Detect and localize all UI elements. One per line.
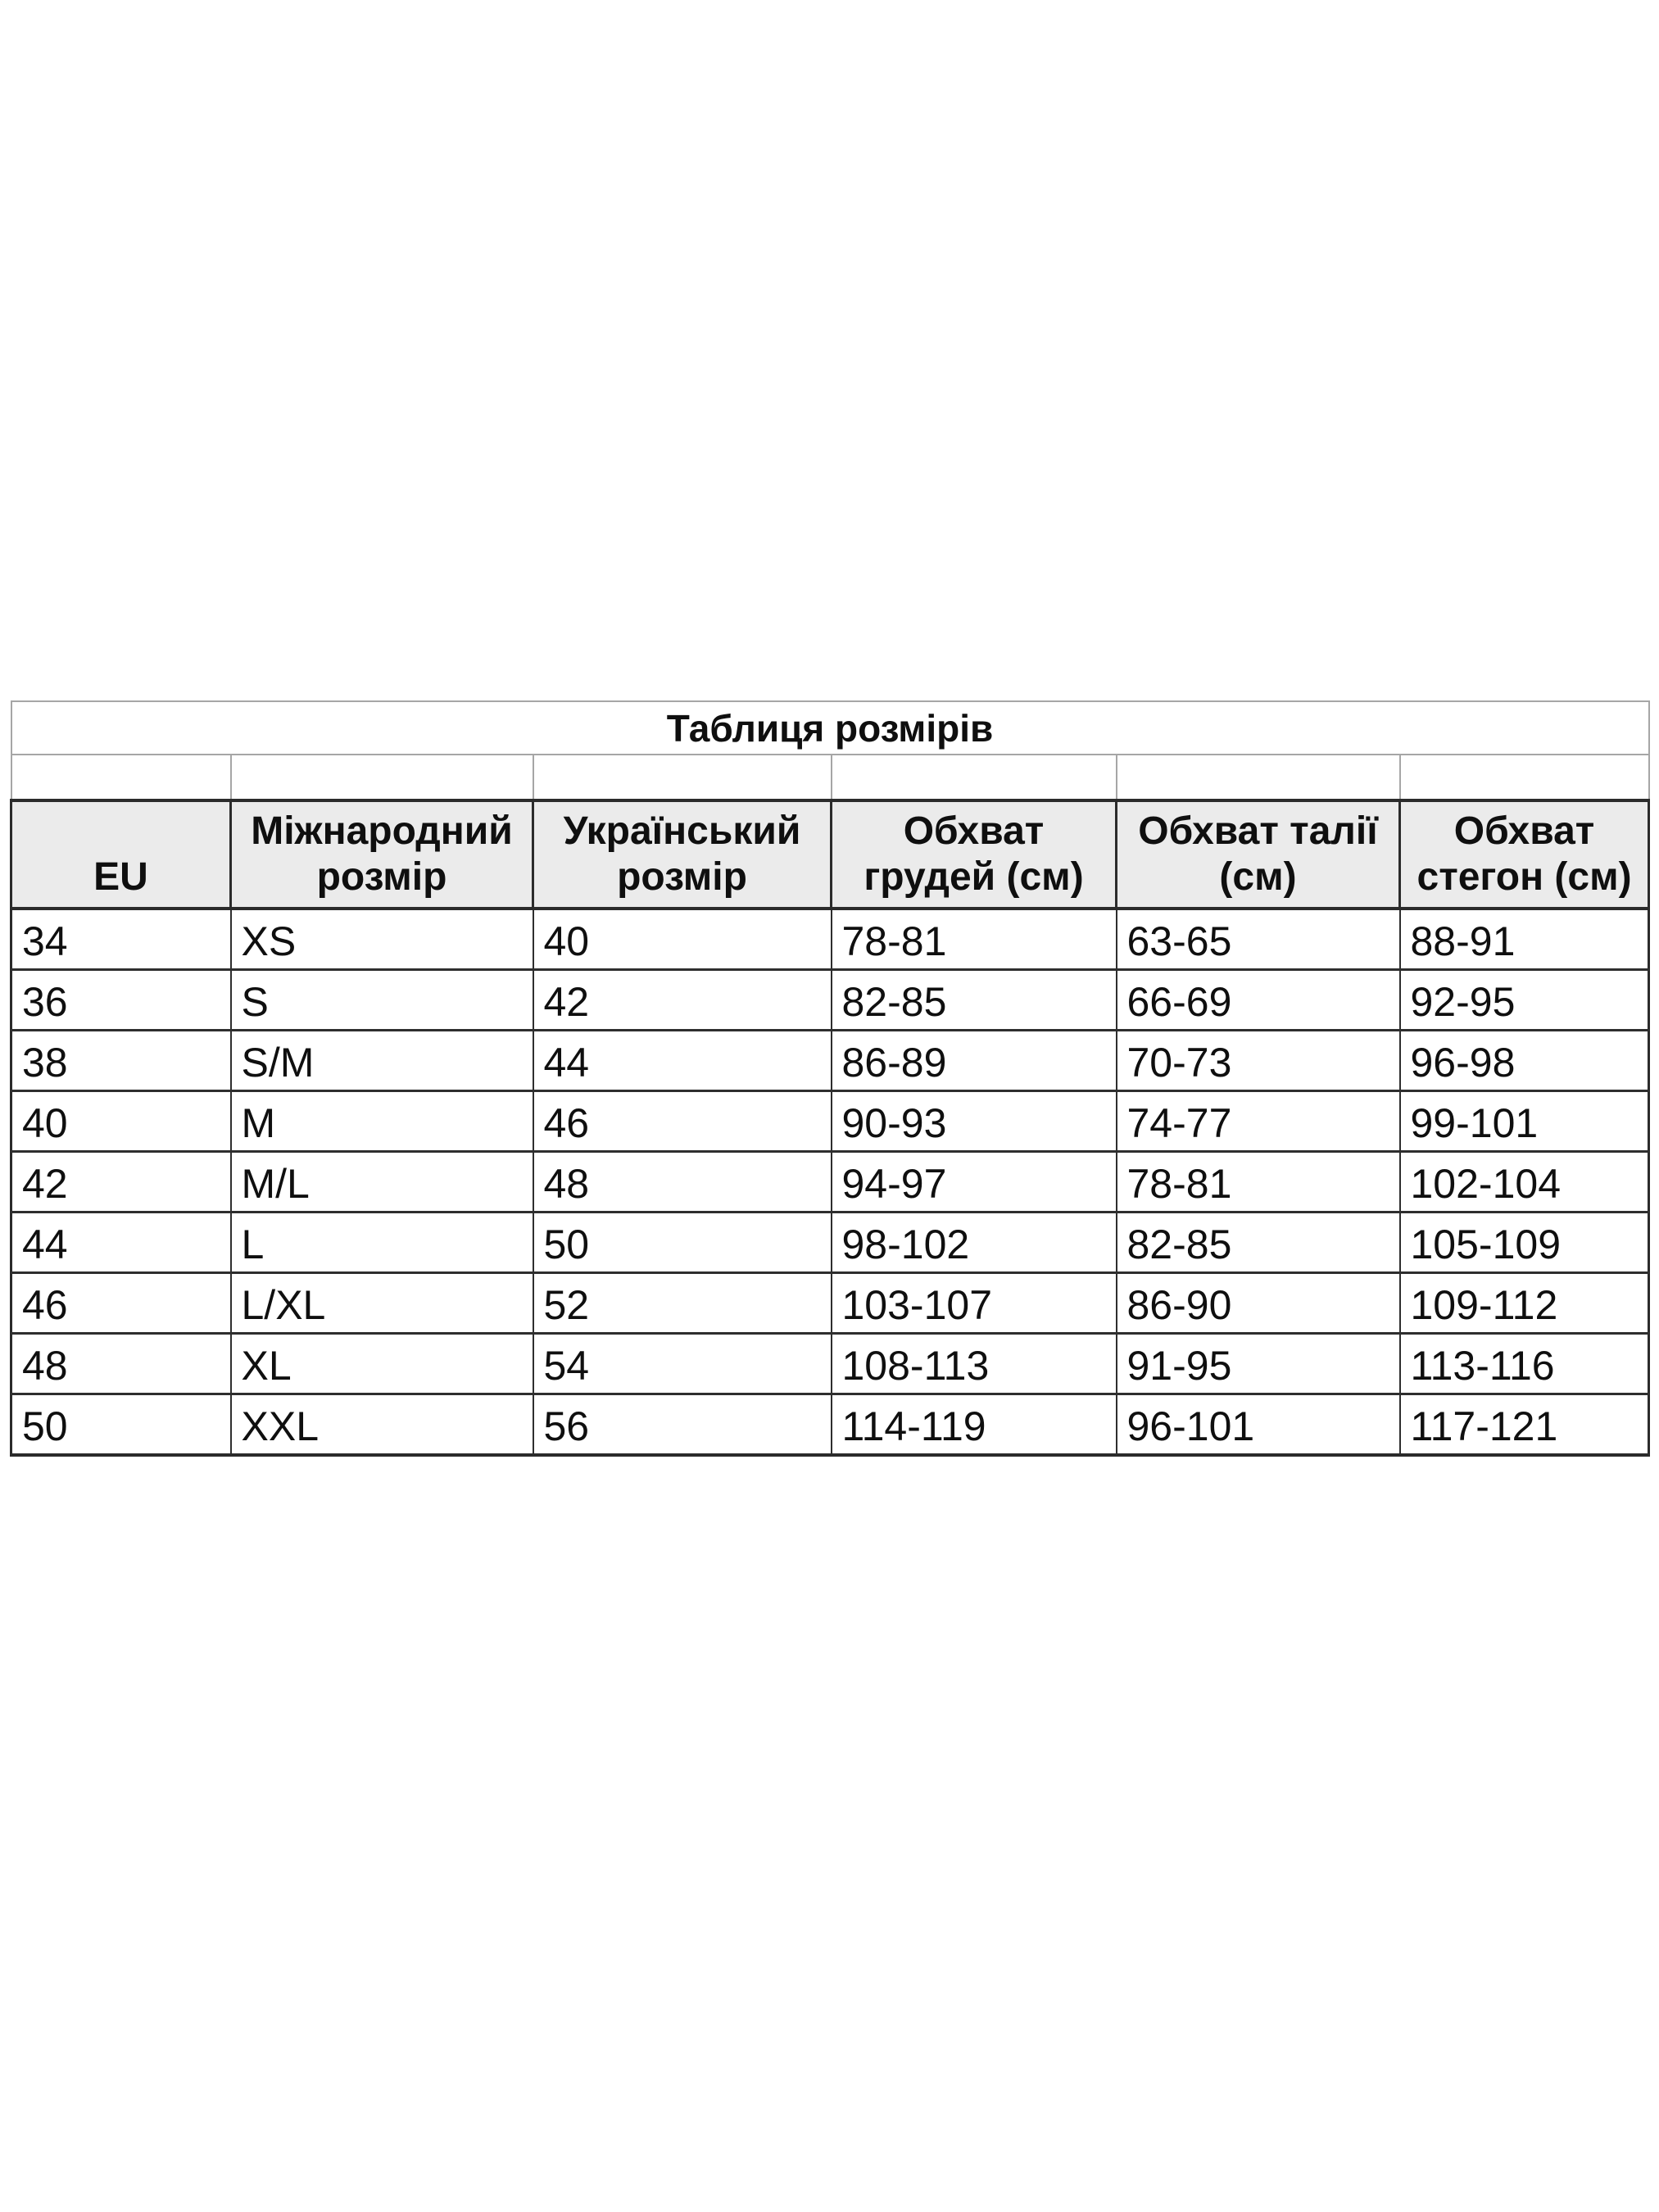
table-cell: 54 — [533, 1334, 832, 1394]
header-line: грудей (см) — [863, 855, 1084, 899]
table-cell: 102-104 — [1400, 1152, 1649, 1213]
table-cell: 96-101 — [1117, 1394, 1400, 1456]
table-cell: 52 — [533, 1273, 832, 1334]
spacer-cell — [11, 755, 231, 800]
header-line: розмір — [617, 855, 747, 899]
table-cell: 38 — [11, 1031, 231, 1091]
table-cell: 42 — [533, 970, 832, 1031]
table-row — [11, 1091, 1649, 1152]
table-cell: 96-98 — [1400, 1031, 1649, 1091]
table-cell: 105-109 — [1400, 1213, 1649, 1273]
table-cell: 70-73 — [1117, 1031, 1400, 1091]
table-cell: 92-95 — [1400, 970, 1649, 1031]
table-cell: 98-102 — [832, 1213, 1117, 1273]
table-cell: 78-81 — [1117, 1152, 1400, 1213]
table-row — [11, 1213, 1649, 1273]
header-line: Обхват талії — [1138, 809, 1378, 853]
table-cell: 36 — [11, 970, 231, 1031]
table-row — [11, 1273, 1649, 1334]
table-cell: 50 — [533, 1213, 832, 1273]
table-row — [11, 1334, 1649, 1394]
header-line: розмір — [316, 855, 447, 899]
table-cell: XXL — [231, 1394, 533, 1456]
table-cell: 40 — [11, 1091, 231, 1152]
table-row — [11, 1031, 1649, 1091]
table-cell: 50 — [11, 1394, 231, 1456]
table-cell: S — [231, 970, 533, 1031]
table-cell: 63-65 — [1117, 909, 1400, 970]
table-cell: 66-69 — [1117, 970, 1400, 1031]
table-title: Таблиця розмірів — [11, 701, 1649, 755]
table-cell: M — [231, 1091, 533, 1152]
table-row — [11, 1394, 1649, 1456]
table-cell: L/XL — [231, 1273, 533, 1334]
header-hips — [1400, 800, 1649, 909]
header-ukrainian-size — [533, 800, 832, 909]
header-line: Обхват — [1453, 809, 1595, 853]
header-line: EU — [93, 855, 148, 899]
header-eu — [11, 800, 231, 909]
table-cell: 88-91 — [1400, 909, 1649, 970]
header-line: (см) — [1219, 855, 1297, 899]
table-cell: 44 — [533, 1031, 832, 1091]
table-cell: 78-81 — [832, 909, 1117, 970]
table-cell: L — [231, 1213, 533, 1273]
table-cell: 113-116 — [1400, 1334, 1649, 1394]
table-cell: 42 — [11, 1152, 231, 1213]
table-cell: 48 — [533, 1152, 832, 1213]
table-cell: 56 — [533, 1394, 832, 1456]
table-cell: 86-89 — [832, 1031, 1117, 1091]
table-cell: 82-85 — [832, 970, 1117, 1031]
table-cell: 82-85 — [1117, 1213, 1400, 1273]
table-cell: 114-119 — [832, 1394, 1117, 1456]
table-cell: 46 — [533, 1091, 832, 1152]
spacer-cell — [231, 755, 533, 800]
table-cell: 40 — [533, 909, 832, 970]
table-spacer-row — [11, 755, 1649, 800]
table-cell: 44 — [11, 1213, 231, 1273]
table-cell: S/M — [231, 1031, 533, 1091]
header-waist — [1117, 800, 1400, 909]
table-cell: XL — [231, 1334, 533, 1394]
table-cell: 109-112 — [1400, 1273, 1649, 1334]
table-cell: 48 — [11, 1334, 231, 1394]
table-cell: 103-107 — [832, 1273, 1117, 1334]
table-cell: 90-93 — [832, 1091, 1117, 1152]
header-line: Обхват — [903, 809, 1045, 853]
table-cell: 86-90 — [1117, 1273, 1400, 1334]
header-chest — [832, 800, 1117, 909]
table-cell: 74-77 — [1117, 1091, 1400, 1152]
table-title-row — [11, 701, 1649, 755]
table-cell: 94-97 — [832, 1152, 1117, 1213]
table-row — [11, 1152, 1649, 1213]
table-cell: 46 — [11, 1273, 231, 1334]
table-cell: 99-101 — [1400, 1091, 1649, 1152]
spacer-cell — [533, 755, 832, 800]
table-cell: 34 — [11, 909, 231, 970]
header-line: стегон (см) — [1416, 855, 1632, 899]
table-cell: 108-113 — [832, 1334, 1117, 1394]
size-table-container — [10, 700, 1648, 1457]
spacer-cell — [1400, 755, 1649, 800]
header-line: Міжнародний — [251, 809, 513, 853]
table-cell: M/L — [231, 1152, 533, 1213]
header-international-size — [231, 800, 533, 909]
table-row — [11, 909, 1649, 970]
header-line: Український — [563, 809, 801, 853]
spacer-cell — [832, 755, 1117, 800]
table-cell: 117-121 — [1400, 1394, 1649, 1456]
table-row — [11, 970, 1649, 1031]
table-cell: XS — [231, 909, 533, 970]
table-header-row — [11, 800, 1649, 909]
table-cell: 91-95 — [1117, 1334, 1400, 1394]
spacer-cell — [1117, 755, 1400, 800]
size-table — [10, 700, 1650, 1457]
